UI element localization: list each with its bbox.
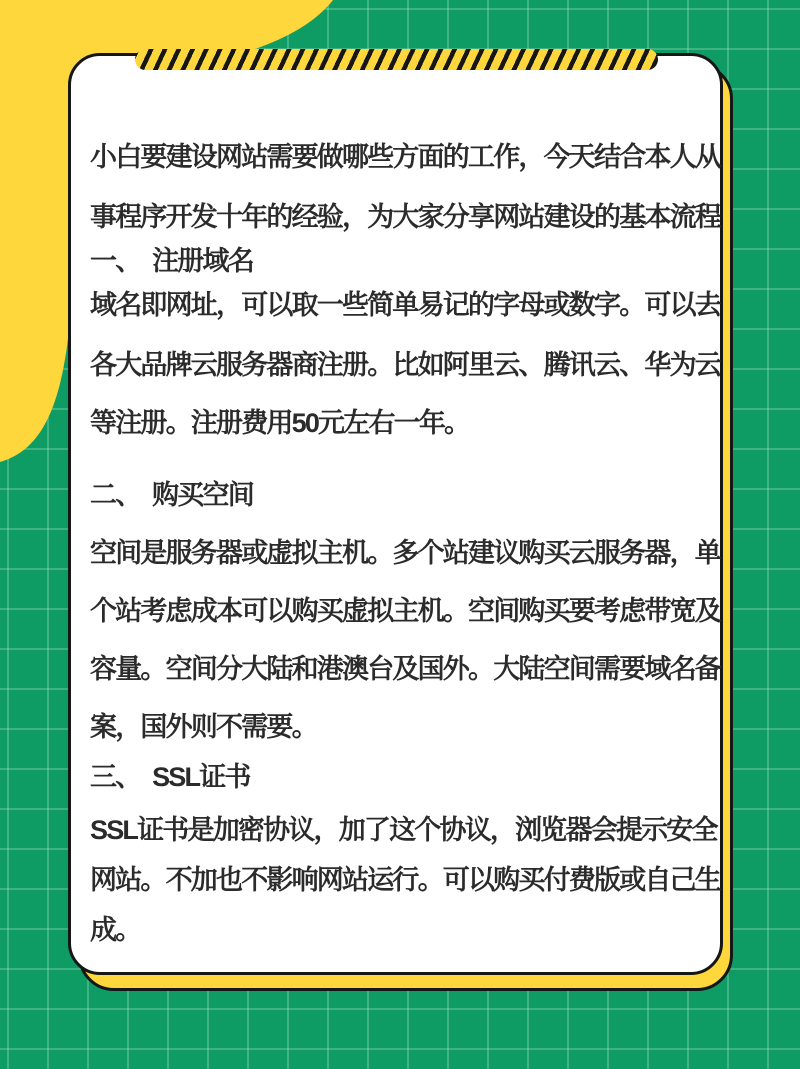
section-3-heading: 三、 SSL证书 — [90, 762, 250, 792]
section-2-line-3: 容量。空间分大陆和港澳台及国外。大陆空间需要域名备 — [90, 654, 720, 684]
section-3-line-1: SSL证书是加密协议，加了这个协议，浏览器会提示安全 — [90, 815, 717, 845]
section-1-line-2: 各大品牌云服务器商注册。比如阿里云、腾讯云、华为云 — [90, 350, 720, 380]
section-1-line-3: 等注册。注册费用50元左右一年。 — [90, 408, 470, 438]
section-1-heading: 一、 注册域名 — [90, 246, 253, 276]
section-2-line-2: 个站考虑成本可以购买虚拟主机。空间购买要考虑带宽及 — [90, 596, 720, 626]
intro-line-2: 事程序开发十年的经验，为大家分享网站建设的基本流程 — [90, 202, 720, 232]
intro-line-1: 小白要建设网站需要做哪些方面的工作，今天结合本人从 — [90, 142, 720, 172]
section-1-line-1: 域名即网址，可以取一些简单易记的字母或数字。可以去 — [90, 290, 720, 320]
section-3-line-2: 网站。不加也不影响网站运行。可以购买付费版或自己生 — [90, 865, 720, 895]
section-2-heading: 二、 购买空间 — [90, 480, 253, 510]
section-3-line-3: 成。 — [90, 915, 141, 945]
section-2-line-4: 案，国外则不需要。 — [90, 712, 317, 742]
section-2-line-1: 空间是服务器或虚拟主机。多个站建议购买云服务器，单 — [90, 538, 720, 568]
